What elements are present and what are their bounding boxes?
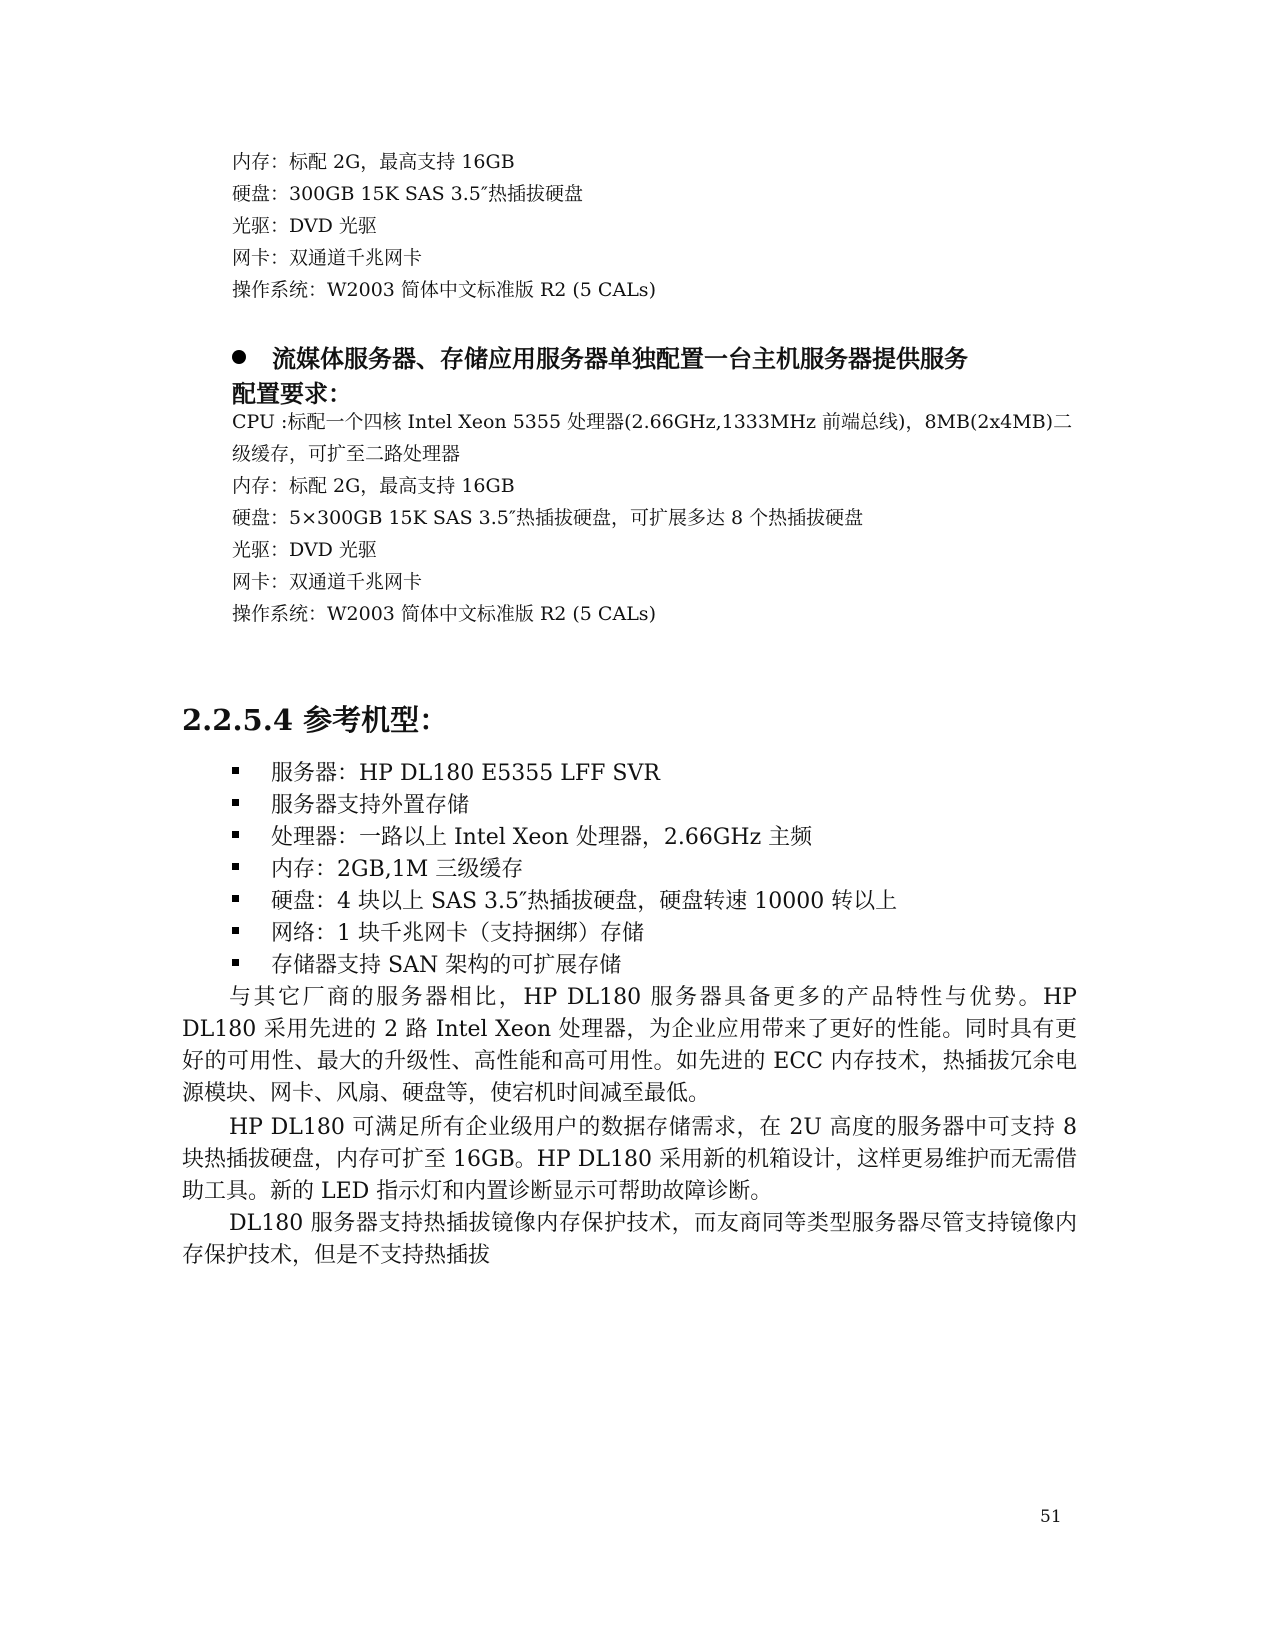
spec-disk: 硬盘：5×300GB 15K SAS 3.5″热插拔硬盘，可扩展多达 8 个热插拔硬盘 [232, 507, 864, 529]
bullet-dot-icon [232, 350, 246, 364]
bullet-heading [232, 342, 968, 376]
page-number: 51 [1040, 1507, 1062, 1527]
spec-cpu: CPU :标配一个四核 Intel Xeon 5355 处理器(2.66GHz,1333MHz 前端总线)，8MB(2x4MB)二级缓存，可扩至二路处理器 [232, 411, 1073, 465]
square-bullet-icon [232, 927, 239, 934]
paragraph: HP DL180 可满足所有企业级用户的数据存储需求，在 2U 高度的服务器中可支持 8 块热插拔硬盘，内存可扩至 16GB。HP DL180 采用新的机箱设计，这样更易维护而无需借助工具。新的 LED 指示灯和内置诊断显示可帮助故障诊断。 [182, 1115, 1077, 1204]
spec-optical: 光驱：DVD 光驱 [232, 215, 377, 237]
reference-list [232, 758, 897, 982]
list-item: 服务器：HP DL180 E5355 LFF SVR [232, 758, 897, 790]
square-bullet-icon [232, 959, 239, 966]
list-item: 处理器：一路以上 Intel Xeon 处理器，2.66GHz 主频 [232, 822, 897, 854]
spec-block-2 [232, 406, 1092, 630]
spec-optical: 光驱：DVD 光驱 [232, 539, 377, 561]
paragraph: 与其它厂商的服务器相比，HP DL180 服务器具备更多的产品特性与优势。HP DL180 采用先进的 2 路 Intel Xeon 处理器，为企业应用带来了更好的性能。同时具有更好的可用性、最大的升级性、高性能和高可用性。如先进的 ECC 内存技术，热插拔冗余电源模块、网卡、风扇、硬盘等，使宕机时间减至最低。 [182, 985, 1077, 1106]
list-item: 硬盘：4 块以上 SAS 3.5″热插拔硬盘，硬盘转速 10000 转以上 [232, 886, 897, 918]
list-item: 存储器支持 SAN 架构的可扩展存储 [232, 950, 897, 982]
square-bullet-icon [232, 863, 239, 870]
spec-memory: 内存：标配 2G，最高支持 16GB [232, 151, 515, 173]
square-bullet-icon [232, 831, 239, 838]
spec-block-1 [232, 146, 1092, 306]
config-title: 配置要求： [232, 380, 352, 408]
list-item: 网络：1 块千兆网卡（支持捆绑）存储 [232, 918, 897, 950]
spec-os: 操作系统：W2003 简体中文标准版 R2 (5 CALs) [232, 603, 656, 625]
list-item: 服务器支持外置存储 [232, 790, 897, 822]
spec-disk: 硬盘：300GB 15K SAS 3.5″热插拔硬盘 [232, 183, 583, 205]
spec-nic: 网卡：双通道千兆网卡 [232, 247, 423, 269]
spec-os: 操作系统：W2003 简体中文标准版 R2 (5 CALs) [232, 279, 656, 301]
list-item: 内存：2GB,1M 三级缓存 [232, 854, 897, 886]
square-bullet-icon [232, 799, 239, 806]
spec-memory: 内存：标配 2G，最高支持 16GB [232, 475, 515, 497]
square-bullet-icon [232, 895, 239, 902]
bullet-heading-text: 流媒体服务器、存储应用服务器单独配置一台主机服务器提供服务 [272, 345, 968, 373]
spec-nic: 网卡：双通道千兆网卡 [232, 571, 423, 593]
square-bullet-icon [232, 767, 239, 774]
section-heading: 2.2.5.4 参考机型： [182, 703, 449, 737]
paragraph: DL180 服务器支持热插拔镜像内存保护技术，而友商同等类型服务器尽管支持镜像内存保护技术，但是不支持热插拔 [182, 1211, 1077, 1268]
